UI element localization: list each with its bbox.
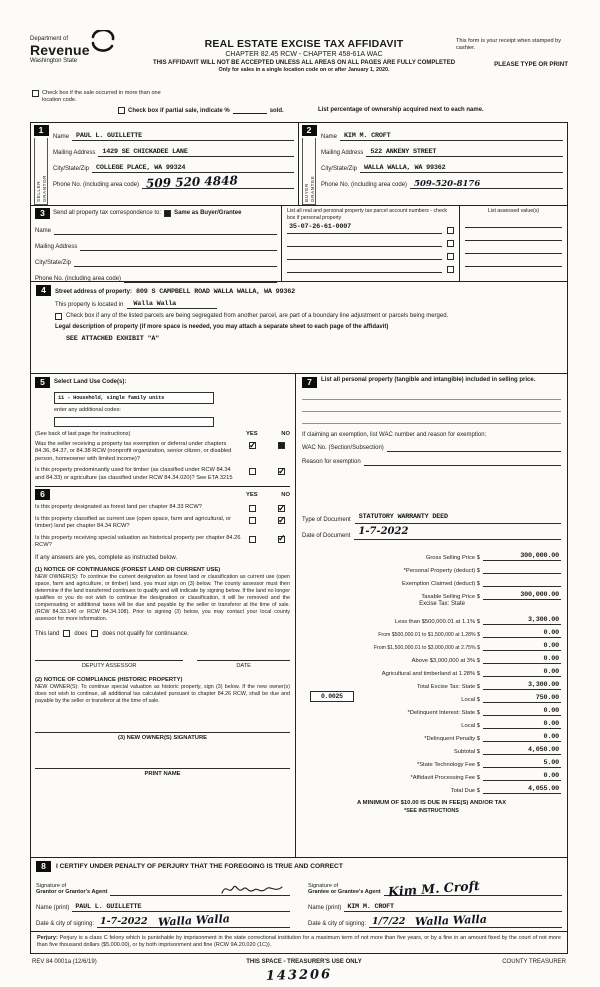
partial-sale-checkbox[interactable] [118,107,125,114]
total-excise-state-value[interactable]: 3,300.00 [483,681,561,690]
doc-type-value: STATUTORY WARRANTY DEED [358,513,448,521]
see-back-note: (See back of last page for instructions) [35,431,131,437]
grantee-date-city-field[interactable] [369,914,562,928]
print-name-field[interactable] [35,755,290,769]
money-label-2: Exemption Claimed (deduct) $ [402,581,480,587]
section-8-badge: 8 [36,861,51,872]
this-land-label: This land [35,630,60,637]
grantee-date-value: 1/7/22 [372,916,406,927]
delinquent-interest-state-value[interactable]: 0.00 [483,707,561,716]
parties-row [31,123,567,205]
yes-header: YES [246,431,258,437]
section-6 [35,486,290,857]
tier3-tax-value[interactable]: 0.00 [483,642,561,651]
grantor-date-city-field[interactable] [97,914,290,928]
subtotal-value[interactable]: 4,050.00 [483,746,561,755]
grantee-city-value: Walla Walla [415,912,488,929]
wac-label: WAC No. (Section/Subsection) [302,444,384,451]
grantee-sig-label-2: Grantee or Grantee's Agent [308,889,381,896]
section5-yes-no-header [246,431,290,437]
seller-csz-label: City/State/Zip [53,165,90,172]
street-address-label: Street address of property: [55,288,133,295]
excise-tax-state-header: Excise Tax: State [419,601,465,607]
top-options [30,88,568,122]
grantee-name-print-value: KIM M. CROFT [347,903,394,911]
doc-type-label: Type of Document [302,516,351,523]
seller-band-label: SELLER [35,180,41,202]
seller-phone-value: 509 520 4848 [145,173,239,192]
located-in-value[interactable]: Walla Walla [127,300,217,309]
tier4-tax-value[interactable]: 0.00 [483,655,561,664]
s6-q3-yes-checkbox[interactable] [249,536,256,543]
local-rate-box[interactable]: 0.0025 [310,691,354,702]
total-due-value[interactable]: 4,055.00 [483,785,561,794]
reason-field[interactable] [364,465,561,466]
chapter-line: CHAPTER 82.45 RCW - CHAPTER 458-61A WAC [225,51,383,58]
section6-yes-no-header [246,492,290,498]
grantor-sig-label [36,883,107,896]
seller-name-field[interactable] [72,132,294,141]
notice-compliance-body: NEW OWNER(S): To continue special valuation as historic property, sign (3) below. If the new owner(s) does not wish to continue, all additional tax calculated pursuant to chapter 84.26 RCW, shall be due and payable by the seller or transferor at the time of sale. [35,684,290,705]
agricultural-tax-value[interactable]: 0.00 [483,668,561,677]
receipt-note-block [456,30,568,88]
buyer-phone-label: Phone No. (including area code) [321,181,408,188]
parcel-personal-checkbox-3[interactable] [447,253,454,260]
corr-name-label: Name [35,227,52,234]
does-label: does [74,630,88,637]
deputy-date-label: DATE [236,663,251,670]
no-header-2: NO [281,491,290,498]
grantor-band-label: GRANTOR [41,174,47,202]
parcel-number-field-2[interactable] [287,246,442,247]
grantee-signature-value: Kim M. Croft [387,877,480,900]
grantee-name-print-label: Name (print) [308,904,342,911]
form-body [30,122,568,954]
grantee-sig-label [308,883,381,896]
grantor-sig-label-2: Grantor or Grantor's Agent [36,889,108,896]
corr-csz-label: City/State/Zip [35,259,72,266]
money-label-10: Local $ [461,697,480,703]
grantee-date-city-label: Date & city of signing: [308,920,367,927]
treasurer-space-label: THIS SPACE - TREASURER'S USE ONLY [246,958,362,965]
grantor-name-print-field[interactable] [72,903,290,912]
money-label-12: Local $ [461,723,480,729]
buyer-section [299,123,567,205]
s6-q2-yes-checkbox[interactable] [249,517,256,524]
money-label-4: Less than $500,000.01 at 1.1% $ [394,619,480,625]
legal-description-value[interactable]: SEE ATTACHED EXHIBIT "A" [66,335,160,344]
exemption-intro: If claiming an exemption, list WAC number and reason for exemption: [302,432,487,438]
personal-property-line-1[interactable] [302,388,561,400]
section-7-badge: 7 [302,377,317,388]
buyer-mailing-value: 522 ANKENY STREET [370,148,437,156]
section-3 [31,205,567,281]
money-label-17: Total Due $ [450,788,480,794]
perjury-notice [31,931,567,953]
buyer-mailing-field[interactable] [366,148,563,157]
s6-question-3: Is this property receiving special valuation as historical property per chapter 84.26 RCW? [35,534,241,549]
s6-q1-no-checkbox[interactable] [278,505,285,512]
ownership-percentage-label: List percentage of ownership acquired next to each name. [318,107,484,113]
buyer-mailing-label: Mailing Address [321,149,364,156]
grantee-band-label: GRANTEE [309,175,315,202]
perjury-lead: Perjury: [37,935,58,941]
assessed-values-header: List assessed value(s) [487,208,540,214]
delinquent-penalty-value[interactable]: 0.00 [483,733,561,742]
tier1-tax-value[interactable]: 3,300.00 [483,616,561,625]
minimum-due-note: A MINIMUM OF $10.00 IS DUE IN FEE(S) AND/OR TAX [356,800,507,806]
correspondence-label: Send all property tax correspondence to: [53,209,162,216]
buyer-csz-field[interactable] [360,164,563,173]
buyer-csz-value: WALLA WALLA, WA 99362 [364,164,446,172]
title-block [152,30,456,88]
corr-phone-label: Phone No. (including area code) [35,275,122,282]
logo-state-text: Washington State [30,58,78,64]
personal-property-line-3[interactable] [302,412,561,424]
state-technology-fee-value[interactable]: 5.00 [483,759,561,768]
s6-q1-yes-checkbox[interactable] [249,505,256,512]
seller-mailing-value: 1429 SE CHICKADEE LANE [102,148,188,156]
grantee-name-print-field[interactable] [344,903,562,912]
s5-q1-yes-checkbox[interactable] [249,442,256,449]
grantor-signature-block [36,876,290,928]
money-label-14: Subtotal $ [453,749,480,755]
additional-codes-box[interactable] [54,417,214,427]
rev-number: REV 84 0001a (12/6/19) [32,958,97,965]
money-label-6: From $1,500,000.01 to $3,000,000 at 2.75% $ [373,645,480,651]
yes-header-2: YES [246,491,258,498]
personal-property-title: List all personal property (tangible and intangible) included in selling price. [321,377,536,383]
s5-q2-no-checkbox[interactable] [278,468,285,475]
affidavit-processing-fee-value[interactable]: 0.00 [483,772,561,781]
money-label-9: Total Excise Tax: State $ [416,684,480,690]
certify-statement: I CERTIFY UNDER PENALTY OF PERJURY THAT THE FOREGOING IS TRUE AND CORRECT [56,863,343,870]
grantor-name-print-label: Name (print) [36,904,70,911]
seller-mailing-label: Mailing Address [53,149,96,156]
partial-sale-sold-label: sold. [269,108,284,114]
section-7 [295,374,567,857]
grantee-signature-field[interactable] [384,876,562,900]
money-label-15: *State Technology Fee $ [416,762,480,768]
parcel-number-field-1[interactable] [287,215,442,234]
please-type-or-print: PLEASE TYPE OR PRINT [494,60,568,68]
notice-continuance-title: (1) NOTICE OF CONTINUANCE (FOREST LAND OR CURRENT USE) [35,566,221,573]
deputy-assessor-signature-field[interactable] [35,651,183,661]
reason-label: Reason for exemption [302,458,361,465]
partial-sale-label: Check box if partial sale, indicate % [128,108,230,114]
seller-phone-field[interactable] [142,173,294,192]
grantor-sig-label-1: Signature of [36,882,67,889]
wac-field[interactable] [387,451,561,452]
section-8 [31,857,567,931]
multi-location-option [32,90,170,104]
receipt-note: This form is your receipt when stamped by cashier. [456,38,562,51]
dor-logo [30,30,152,88]
seller-csz-field[interactable] [92,164,294,173]
money-label-1: *Personal Property (deduct) $ [403,568,480,574]
corr-name-field[interactable] [54,234,277,235]
parcel-list-header: List all real and personal property tax parcel account numbers - check box if personal property [287,208,448,221]
segregated-checkbox[interactable] [55,313,62,320]
grantor-name-print-value: PAUL L. GUILLETTE [75,903,142,911]
section-5 [35,377,290,486]
parcel-number-field-3[interactable] [287,259,442,260]
buyer-name-label: Name [321,133,338,140]
assessed-value-field-4[interactable] [465,254,562,267]
only-note: Only for sales in a single location code on or after January 1, 2020. [218,67,390,73]
local-tax-value[interactable]: 750.00 [483,694,561,703]
money-label-3: Taxable Selling Price $ [421,594,480,600]
grantor-date-city-label: Date & city of signing: [36,920,95,927]
s5-q1-no-checkbox[interactable] [278,442,285,449]
parcel-personal-checkbox-4[interactable] [447,266,454,273]
s5-question-1: Was the seller receiving a property tax exemption or deferral under chapters 84.36, 84.37, or 84.38 RCW (nonprofit organization, senior citizen, or disabled person, homeowner with limited income)? [35,441,232,462]
street-address-value[interactable]: 809 S CAMPBELL ROAD WALLA WALLA, WA 99362 [136,288,296,296]
assessed-value-field-1[interactable] [465,215,562,228]
deputy-assessor-label: DEPUTY ASSESSOR [81,663,137,670]
deputy-date-field[interactable] [197,651,290,661]
doc-date-label: Date of Document [302,532,351,539]
partial-sale-option [118,107,284,114]
s6-question-1: Is this property designated as forest land per chapter 84.33 RCW? [35,504,202,511]
s5-question-2: Is this property predominantly used for timber (as classified under RCW 84.34 and 84.33) or agriculture (as classified under RCW 84.34.020)? See ETA 3215 [35,467,233,481]
corr-mailing-label: Mailing Address [35,243,78,250]
section-4 [31,281,567,373]
multi-location-checkbox[interactable] [32,90,39,97]
land-does-not-checkbox[interactable] [91,630,98,637]
logo-agency-text: Revenue [30,42,90,58]
parcel-personal-checkbox-2[interactable] [447,240,454,247]
buyer-grantee-band [302,138,316,205]
dor-swirl-icon [88,30,118,52]
seller-grantor-band [34,138,48,205]
corr-phone-field[interactable] [124,282,277,283]
money-label-7: Above $3,000,000 at 3% $ [411,658,480,664]
multi-location-label: Check box if the sale occurred in more than one location code. [42,90,161,103]
section-3-badge: 3 [35,208,50,219]
section-1-badge: 1 [34,125,49,136]
doc-date-field[interactable] [354,521,561,540]
personal-property-line-2[interactable] [302,400,561,412]
s6-question-2: Is this property classified as current use (open space, farm and agricultural, or timber) land per chapter 84.34 RCW? [35,516,231,530]
doc-date-value: 1-7-2022 [358,526,409,537]
legal-description-label: Legal description of property (if more space is needed, you may attach a separate sheet to each page of the affidavit) [55,324,389,331]
warning-line: THIS AFFIDAVIT WILL NOT BE ACCEPTED UNLESS ALL AREAS ON ALL PAGES ARE FULLY COMPLETED [152,60,456,66]
no-header: NO [281,431,290,437]
notice-compliance-title: (2) NOTICE OF COMPLIANCE (HISTORIC PROPERTY) [35,677,183,684]
parcel-number-field-4[interactable] [287,272,442,273]
form-title: REAL ESTATE EXCISE TAX AFFIDAVIT [204,38,404,50]
section-5-badge: 5 [35,377,50,388]
section-4-badge: 4 [36,285,51,296]
county-treasurer-label: COUNTY TREASURER [502,958,566,965]
buyer-phone-field[interactable] [410,180,563,190]
grantor-date-value: 1-7-2022 [100,916,148,927]
money-label-5: From $500,000.01 to $1,500,000 at 1.28% $ [378,632,480,638]
print-name-label: PRINT NAME [144,771,181,778]
section-6-badge: 6 [35,489,50,500]
section-2-badge: 2 [302,125,317,136]
buyer-name-value: KIM M. CROFT [344,132,391,140]
taxable-selling-price-value[interactable]: 300,000.00 [483,591,561,600]
buyer-csz-label: City/State/Zip [321,165,358,172]
buyer-phone-value: 509-520-8176 [414,178,481,189]
partial-sale-percent-field[interactable] [233,113,267,114]
parcel-number-1: 35-07-26-61-0007 [289,223,352,231]
tier2-tax-value[interactable]: 0.00 [483,629,561,638]
land-use-title: Select Land Use Code(s): [54,378,127,385]
grantor-signature-field[interactable] [110,876,290,896]
additional-codes-label: enter any additional codes: [54,407,121,413]
land-use-code-box[interactable]: 11 - Household, single family units [54,392,214,404]
seller-section [31,123,299,205]
grantee-signature-block [308,876,562,928]
delinquent-interest-local-value[interactable]: 0.00 [483,720,561,729]
assessed-value-field-2[interactable] [465,228,562,241]
corr-csz-field[interactable] [74,266,277,267]
land-does-checkbox[interactable] [63,630,70,637]
lower-columns [31,373,567,857]
does-not-label: does not qualify for continuance. [102,630,189,637]
seller-name-value: PAUL L. GUILLETTE [76,132,142,140]
s5-q2-yes-checkbox[interactable] [249,468,256,475]
form-header [30,30,568,88]
new-owner-signature-field[interactable] [35,719,290,733]
same-as-buyer-label: Same as Buyer/Grantee [174,209,242,216]
new-owner-signature-label: (3) NEW OWNER(S) SIGNATURE [117,735,208,742]
corr-mailing-field[interactable] [80,250,277,251]
money-label-0: Gross Selling Price $ [425,555,480,561]
grantor-city-value: Walla Walla [157,912,230,929]
seller-phone-label: Phone No. (including area code) [53,181,140,188]
seller-mailing-field[interactable] [98,148,294,157]
seller-csz-value: COLLEGE PLACE, WA 99324 [96,164,186,172]
assessed-value-field-3[interactable] [465,241,562,254]
see-instructions-note: *SEE INSTRUCTIONS [404,808,459,814]
s6-q2-no-checkbox[interactable] [278,517,285,524]
segregated-label: Check box if any of the listed parcels are being segregated from another parcel, are part of a boundary line adjustment or parcels being merged. [66,313,449,319]
money-label-13: *Delinquent Penalty $ [424,736,480,742]
buyer-band-label: BUYER [303,183,309,202]
money-label-8: Agricultural and timberland at 1.28% $ [381,671,480,677]
perjury-body: Perjury is a class C felony which is punishable by imprisonment in the state correctional institution for a maximum term of not more than five years, or by a fine in an amount fixed by the court of not more than five thousand dollars ($5,000.00), or by both imprisonment and fine (RCW 9A.20.020 (1C)). [37,935,561,949]
grantee-sig-label-1: Signature of [308,882,339,889]
s6-q3-no-checkbox[interactable] [278,536,285,543]
logo-dept-text: Department of [30,36,69,42]
located-in-label: This property is located in [55,301,124,308]
same-as-buyer-checkbox[interactable] [164,210,171,217]
gross-selling-price-value[interactable]: 300,000.00 [483,552,561,561]
money-label-16: *Affidavit Processing Fee $ [410,775,480,781]
grantor-signature-scribble [220,881,284,897]
seller-name-label: Name [53,133,70,140]
parcel-personal-checkbox-1[interactable] [447,227,454,234]
if-yes-note: If any answers are yes, complete as instructed below. [35,554,178,561]
treasurer-stamp-number: 143206 [265,966,333,984]
notice-continuance-body: NEW OWNER(S): To continue the current designation as forest land or classification as current use (open space, farm and agriculture, or timber) land, you must sign on (3) below. The county assessor must then determine if the land transferred continues to qualify and will indicate by signing below. If the land no longer qualifies or you do not wish to continue the designation or classification, it will be removed and the compensating or additional taxes will be due and payable by the seller or transferor at the time of sale. (RCW 84.33.140 or RCW 84.34.108). Prior to signing (3) below, you may contact your local county assessor for more information. [35,573,290,623]
money-label-11: *Delinquent Interest: State $ [407,710,480,716]
buyer-name-field[interactable] [340,132,563,141]
